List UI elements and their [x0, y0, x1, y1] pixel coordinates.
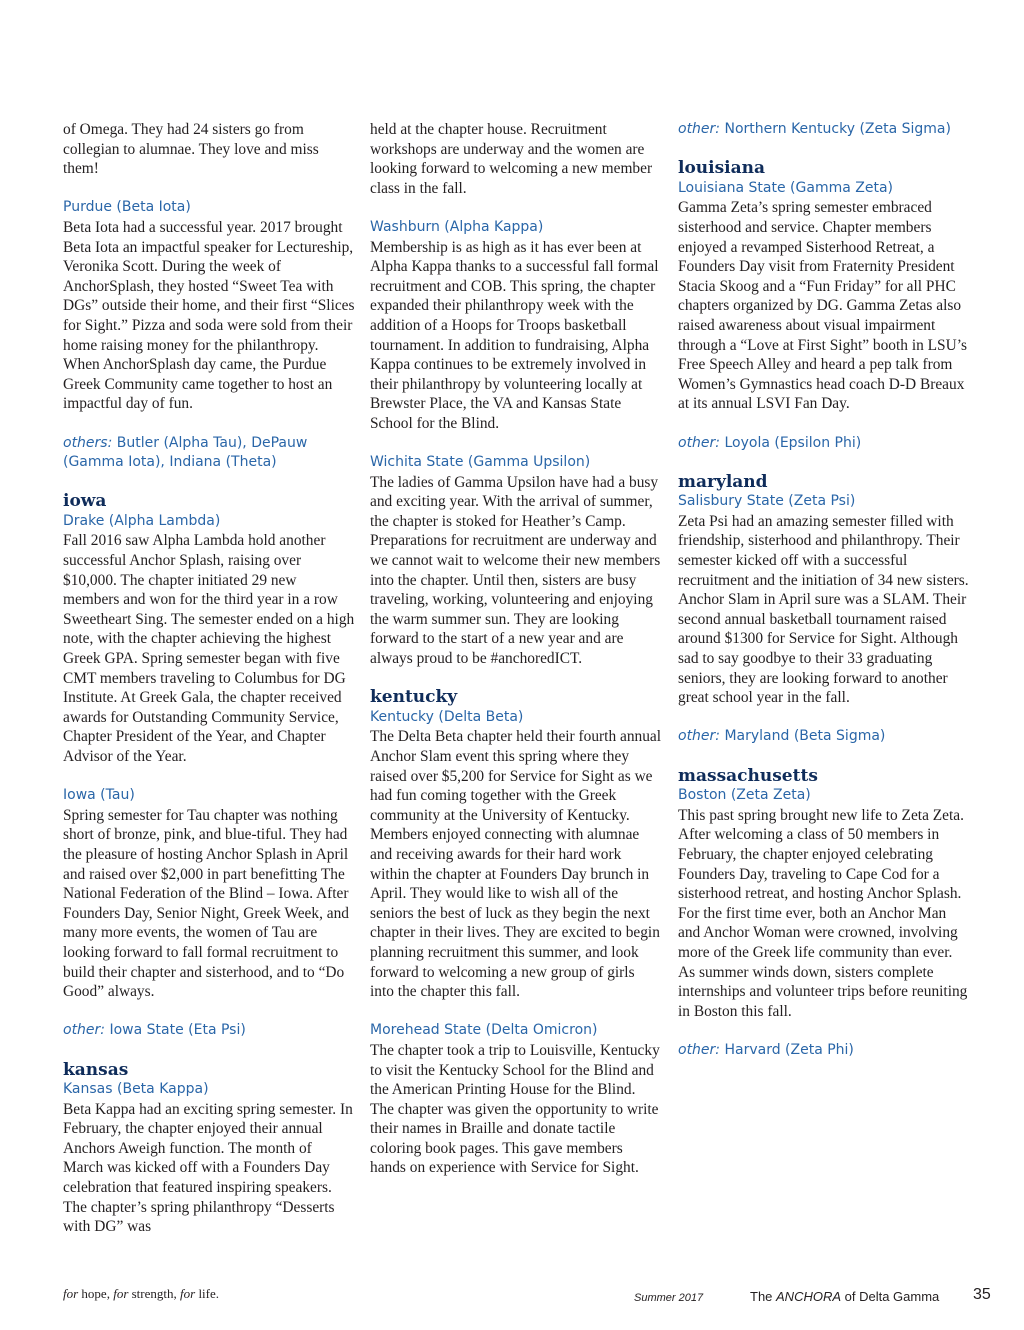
chapter-heading: Salisbury State (Zeta Psi): [678, 493, 856, 510]
paragraph: Beta Kappa had an exciting spring semester. In February, the chapter enjoyed their annual Anchors Aweigh function. The month of March was kicked off with a Founders Day celebration that featured inspiring speakers. The chapter’s spring philanthropy “Desserts with DG” was: [63, 1100, 353, 1236]
tagline-strength: strength,: [128, 1286, 181, 1301]
paragraph: Zeta Psi had an amazing semester filled with friendship, sisterhood and philanthropy. Their semester kicked off with a successful recruitment and the initiation of 34 new sisters. Anchor Slam in April sure was a SLAM. Their second annual basketball tournament raised around $1300 for Service for Sight. Although sad to say goodbye to their 33 graduating seniors, they are looking forward to another great school year in the fall.: [678, 512, 969, 707]
paragraph: Fall 2016 saw Alpha Lambda hold another successful Anchor Splash, raising over $10,000. The chapter initiated 29 new members and won for the third year in a row Sweetheart Sing. The semester ended on a high note, with the chapter achieving the highest Greek GPA. Spring semester began with five CMT members traveling to Columbus for DG Institute. At Greek Gala, the chapter received awards for Outstanding Community Service, Chapter President of the Year, and Chapter Advisor of the Year.: [63, 532, 355, 765]
tagline-hope: hope,: [78, 1286, 114, 1301]
column-1: [63, 120, 355, 1256]
tagline-for-1: for: [63, 1286, 79, 1301]
other-chapters: [678, 434, 970, 454]
paragraph: Beta Iota had a successful year. 2017 brought Beta Iota an impactful speaker for Lectureship, Veronika Scott. During the week of AnchorSplash, they hosted “Sweet Tea with DGs” outside their home, and their first “Slices for Sight.” Pizza and soda were sold from their home raising money for the philanthropy. When AnchorSplash day came, the Purdue Greek Community came together to host an impactful day of fun.: [63, 218, 355, 413]
paragraph: The Delta Beta chapter held their fourth annual Anchor Slam event this spring where they raised over $5,200 for Service for Sight as we had fun coming together with the Greek community at the University of Kentucky. Members enjoyed connecting with alumnae and receiving awards for their hard work within the chapter at Founders Day brunch in April. They would like to wish all of the seniors the best of luck as they begin the next chapter in their lives. They are excited to begin planning recruitment this summer, and look forward to welcoming a new group of girls into the chapter this fall.: [370, 728, 662, 1001]
state-heading: kansas: [63, 1059, 129, 1080]
other-chapters: [678, 727, 970, 747]
state-heading: iowa: [63, 491, 107, 512]
other-label: other:: [678, 1041, 721, 1058]
page-number: 35: [973, 1286, 991, 1303]
magazine-suffix: of Delta Gamma: [841, 1289, 940, 1304]
tagline-life: life.: [195, 1286, 220, 1301]
other-chapter-names: Maryland (Beta Sigma): [724, 728, 886, 745]
other-chapter-names: Butler (Alpha Tau), DePauw (Gamma Iota), Indiana (Theta): [63, 434, 308, 471]
column-3: [678, 120, 970, 1080]
other-chapter-names: Northern Kentucky (Zeta Sigma): [724, 121, 951, 137]
chapter-heading: Morehead State (Delta Omicron): [370, 1022, 598, 1039]
paragraph: This past spring brought new life to Zeta Zeta. After welcoming a class of 50 members in February, the chapter enjoyed celebrating Founders Day, traveling to Cape Cod for a sisterhood retreat, and hosting Anchor Splash. For the first time ever, both an Anchor Man and Anchor Woman were crowned, involving more of the Greek life community than ever. As summer winds down, sisters complete internships and volunteer trips before reuniting in Boston this fall.: [678, 806, 968, 1020]
other-label: other:: [678, 728, 721, 745]
other-chapters: [63, 1021, 355, 1041]
state-heading: louisiana: [678, 158, 766, 179]
paragraph: Spring semester for Tau chapter was nothing short of bronze, pink, and blue-tiful. They had the pleasure of hosting Anchor Splash in April and raised over $2,000 in part benefitting The National Federation of the Blind – Iowa. After Founders Day, Senior Night, Greek Week, and many more events, the women of Tau are looking forward to fall formal recruitment to build their chapter and sisterhood, and to “Do Good” always.: [63, 806, 349, 1001]
other-chapters: [63, 434, 355, 473]
paragraph: of Omega. They had 24 sisters go from collegian to alumnae. They love and miss them!: [63, 121, 319, 178]
chapter-heading: Louisiana State (Gamma Zeta): [678, 179, 893, 196]
chapter-heading: Wichita State (Gamma Upsilon): [370, 454, 591, 471]
other-chapter-names: Iowa State (Eta Psi): [109, 1022, 246, 1039]
chapter-heading: Kansas (Beta Kappa): [63, 1081, 209, 1098]
other-chapters: [678, 1041, 970, 1061]
paragraph: The ladies of Gamma Upsilon have had a busy and exciting year. With the arrival of summer, the chapter is stoked for Heather’s Camp. Preparations for recruitment are underway and we cannot wait to welcome their new members into the chapter. Until then, sisters are busy traveling, working, volunteering and enjoying the warm summer sun. They are looking forward to the start of a new year and are always proud to be #anchoredICT.: [370, 473, 661, 668]
chapter-heading: Drake (Alpha Lambda): [63, 512, 221, 529]
column-2: [370, 120, 662, 1198]
other-chapters: [678, 120, 970, 140]
footer-magazine-title: [750, 1289, 939, 1304]
tagline-for-2: for: [113, 1286, 129, 1301]
other-label: other:: [678, 434, 721, 451]
other-label: others:: [63, 434, 113, 451]
paragraph: Membership is as high as it has ever been at Alpha Kappa thanks to a successful fall formal recruitment and COB. This spring, the chapter expanded their philanthropy week with the addition of a Hoops for Troops basketball tournament. In addition to fundraising, Alpha Kappa continues to be extremely involved in their philanthropy by volunteering locally at Brewster Place, the VA and Kansas State School for the Blind.: [370, 238, 659, 432]
state-heading: maryland: [678, 471, 768, 492]
other-label: other:: [63, 1022, 106, 1039]
paragraph: Gamma Zeta’s spring semester embraced sisterhood and service. Chapter members enjoyed a revamped Sisterhood Retreat, a Founders Day visit from Fraternity President Stacia Skoog and a “Fun Friday” for all PHC chapters organized by DG. Gamma Zetas also raised awareness about visual impairment through a “Love at First Sight” booth in LSU’s Free Speech Alley and heard a pep talk from Women’s Gymnastics head coach D-D Breaux at its annual LSVI Fan Day.: [678, 199, 967, 413]
footer-issue: Summer 2017: [634, 1292, 704, 1304]
other-chapter-names: Loyola (Epsilon Phi): [724, 434, 862, 451]
state-heading: kentucky: [370, 687, 458, 708]
paragraph: The chapter took a trip to Louisville, Kentucky to visit the Kentucky School for the Blind and the American Printing House for the Blind. The chapter was given the opportunity to write their names in Braille and donate tactile coloring book pages. This gave members hands on experience with Service for Sight.: [370, 1041, 660, 1177]
chapter-heading: Purdue (Beta Iota): [63, 199, 191, 216]
chapter-heading: Boston (Zeta Zeta): [678, 787, 811, 804]
other-label: other:: [678, 121, 721, 137]
chapter-heading: Iowa (Tau): [63, 787, 135, 804]
chapter-heading: Kentucky (Delta Beta): [370, 708, 524, 725]
magazine-name: ANCHORA: [776, 1289, 842, 1304]
magazine-prefix: The: [750, 1289, 777, 1304]
other-chapter-names: Harvard (Zeta Phi): [724, 1041, 854, 1058]
paragraph: held at the chapter house. Recruitment workshops are underway and the women are looking forward to welcoming a new member class in the fall.: [370, 121, 653, 197]
state-heading: massachusetts: [678, 765, 818, 786]
chapter-heading: Washburn (Alpha Kappa): [370, 218, 544, 235]
tagline-for-3: for: [180, 1286, 196, 1301]
footer-tagline: [63, 1286, 219, 1302]
